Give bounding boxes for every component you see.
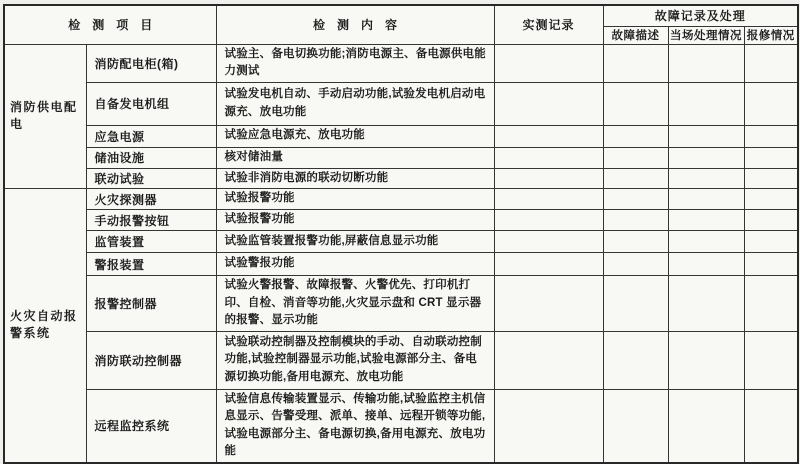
table-row — [4, 231, 798, 253]
item-cell: 火灾探测器 — [86, 189, 216, 210]
fault-description-cell — [603, 125, 668, 147]
onsite-handling-cell — [668, 276, 744, 332]
measured-record-cell — [494, 82, 603, 125]
repair-status-cell — [744, 168, 798, 189]
content-cell: 试验非消防电源的联动切断功能 — [216, 168, 494, 189]
table-row — [4, 389, 798, 463]
onsite-handling-cell — [668, 189, 744, 210]
measured-record-cell — [494, 231, 603, 253]
repair-status-cell — [744, 189, 798, 210]
table-row — [4, 82, 798, 125]
item-cell: 远程监控系统 — [86, 389, 216, 463]
fault-description-cell — [603, 44, 668, 82]
header-content: 检测内容 — [216, 5, 494, 44]
onsite-handling-cell — [668, 231, 744, 253]
content-cell: 试验监管装置报警功能,屏蔽信息显示功能 — [216, 231, 494, 253]
content-cell: 试验警报功能 — [216, 253, 494, 276]
measured-record-cell — [494, 147, 603, 168]
measured-record-cell — [494, 125, 603, 147]
repair-status-cell — [744, 231, 798, 253]
repair-status-cell — [744, 82, 798, 125]
content-cell: 试验信息传输装置显示、传输功能,试验监控主机信息显示、告警受理、派单、接单、远程开锁等功能,试验电源部分主、备电源切换,备用电源充、放电功能 — [216, 389, 494, 463]
fault-description-cell — [603, 253, 668, 276]
onsite-handling-cell — [668, 147, 744, 168]
item-cell: 消防联动控制器 — [86, 331, 216, 389]
item-cell: 警报装置 — [86, 253, 216, 276]
content-cell: 试验报警功能 — [216, 210, 494, 231]
item-cell: 联动试验 — [86, 168, 216, 189]
group-label-fire-alarm-system: 火灾自动报警系统 — [4, 189, 86, 463]
measured-record-cell — [494, 389, 603, 463]
repair-status-cell — [744, 44, 798, 82]
fault-description-cell — [603, 210, 668, 231]
item-cell: 手动报警按钮 — [86, 210, 216, 231]
fault-description-cell — [603, 82, 668, 125]
header-measured-record: 实测记录 — [494, 5, 603, 44]
content-cell: 试验发电机自动、手动启动功能,试验发电机启动电源充、放电功能 — [216, 82, 494, 125]
fault-description-cell — [603, 276, 668, 332]
content-cell: 试验联动控制器及控制模块的手动、自动联动控制功能,试验控制器显示功能,试验电源部分主、备电源切换功能,备用电源充、放电功能 — [216, 331, 494, 389]
onsite-handling-cell — [668, 389, 744, 463]
measured-record-cell — [494, 189, 603, 210]
table-row — [4, 276, 798, 332]
header-repair-status: 报修情况 — [744, 26, 798, 44]
item-cell: 消防配电柜(箱) — [86, 44, 216, 82]
table-row — [4, 189, 798, 210]
item-cell: 报警控制器 — [86, 276, 216, 332]
table-row — [4, 125, 798, 147]
fault-description-cell — [603, 389, 668, 463]
repair-status-cell — [744, 331, 798, 389]
repair-status-cell — [744, 125, 798, 147]
fault-description-cell — [603, 331, 668, 389]
onsite-handling-cell — [668, 210, 744, 231]
table-row — [4, 168, 798, 189]
header-row-top — [4, 5, 798, 26]
onsite-handling-cell — [668, 253, 744, 276]
item-cell: 应急电源 — [86, 125, 216, 147]
onsite-handling-cell — [668, 331, 744, 389]
fault-description-cell — [603, 189, 668, 210]
header-onsite-handling: 当场处理情况 — [668, 26, 744, 44]
table-row — [4, 147, 798, 168]
header-item-group: 检测项目 — [4, 5, 216, 44]
item-cell: 储油设施 — [86, 147, 216, 168]
repair-status-cell — [744, 276, 798, 332]
content-cell: 试验应急电源充、放电功能 — [216, 125, 494, 147]
content-cell: 试验报警功能 — [216, 189, 494, 210]
measured-record-cell — [494, 331, 603, 389]
measured-record-cell — [494, 276, 603, 332]
content-cell: 试验火警报警、故障报警、火警优先、打印机打印、自检、消音等功能,火灾显示盘和 CRT 显示器的报警、显示功能 — [216, 276, 494, 332]
content-cell: 核对储油量 — [216, 147, 494, 168]
fault-description-cell — [603, 231, 668, 253]
fault-description-cell — [603, 168, 668, 189]
measured-record-cell — [494, 168, 603, 189]
repair-status-cell — [744, 389, 798, 463]
table-row — [4, 44, 798, 82]
onsite-handling-cell — [668, 125, 744, 147]
table-row — [4, 331, 798, 389]
onsite-handling-cell — [668, 168, 744, 189]
header-fault-group: 故障记录及处理 — [603, 5, 798, 26]
onsite-handling-cell — [668, 82, 744, 125]
repair-status-cell — [744, 253, 798, 276]
header-fault-description: 故障描述 — [603, 26, 668, 44]
item-cell: 监管装置 — [86, 231, 216, 253]
table-row — [4, 253, 798, 276]
measured-record-cell — [494, 253, 603, 276]
measured-record-cell — [494, 210, 603, 231]
group-label-power-supply: 消防供电配电 — [4, 44, 86, 189]
onsite-handling-cell — [668, 44, 744, 82]
content-cell: 试验主、备电切换功能;消防电源主、备电源供电能力测试 — [216, 44, 494, 82]
item-cell: 自备发电机组 — [86, 82, 216, 125]
repair-status-cell — [744, 210, 798, 231]
inspection-record-table — [3, 4, 799, 464]
repair-status-cell — [744, 147, 798, 168]
table-row — [4, 210, 798, 231]
measured-record-cell — [494, 44, 603, 82]
fault-description-cell — [603, 147, 668, 168]
